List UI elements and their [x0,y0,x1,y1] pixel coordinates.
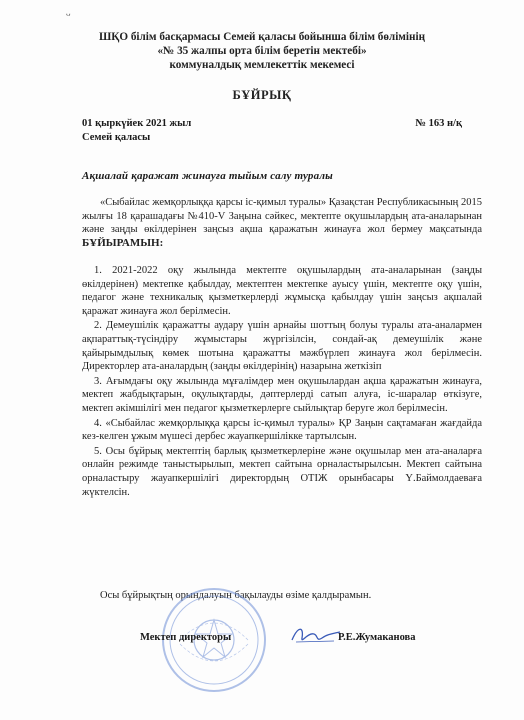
scan-mark: ᴗ [66,8,71,18]
header-line-1: ШҚО білім басқармасы Семей қаласы бойынша білім бөлімінің [98,31,426,43]
order-item: 4. «Сыбайлас жемқорлыққа қарсы іс-қимыл туралы» ҚР Заңын сақтамаған жағдайда кез-келген ұжым мүшесі дербес жауапкершілікке тартылсын. [82,417,482,443]
closing-paragraph: Осы бұйрықтың орындалуын бақылауды өзіме қалдырамын. [100,590,372,601]
intro-paragraph [82,196,482,250]
intro-emphasis: БҰЙЫРАМЫН: [82,236,164,249]
order-item: 2. Демеушілік қаражатты аудару үшін арнайы шоттың болуы туралы ата-аналармен ақпараттық-түсіндіру жұмыстары жүргізілсін, сондай-ақ демеушілік және қайырымдылық көмек шотына қаражатты мәжбүрлеп жинауға жол берілмесін. Директорлер ата-аналардың (заңды өкілдерінің) назарына жеткізіп [82,320,482,373]
document-header [0,30,524,72]
order-item: 3. Ағымдағы оқу жылында мұғалімдер мен оқушылардан ақша қаражатын жинауға, мектеп жабдықтарын, оқулықтарды, дәптерлерді сатып алуға, іс-шаралар өткізуге, мектеп әкімшілігі мен педагог қызметкерлерге сыйлықтар беруге жол берілмесін. [82,375,482,414]
order-date: 01 қыркүйек 2021 жыл [82,118,192,129]
order-items [82,264,482,500]
intro-text: «Сыбайлас жемқорлыққа қарсы іс-қимыл туралы» Қазақстан Республикасының 2015 жылғы 18 қарашадағы №410-V Заңына сәйкес, мектепте оқушылардың ата-аналарынан және заңды өкілдерінен заңсыз ақша қаражатын жинауға жол бермеу мақсатында [82,197,482,236]
handwritten-signature [288,622,344,648]
order-item: 5. Осы бұйрық мектептің барлық қызметкерлеріне және оқушылар мен ата-аналарға онлайн режимде таныстырылып, мектеп сайтына орналастырылсын. Мектеп сайтына орналастыру жауапкершілігі директордың ОТІЖ орынбасары Ү.Баймолдаеваға жүктелсін. [82,445,482,498]
order-number: № 163 н/қ [415,118,462,129]
header-line-3: коммуналдық мемлекеттік мекемесі [169,59,355,71]
order-subject: Ақшалай қаражат жинауға тыйым салу туралы [82,170,333,182]
signature-role: Мектеп директоры [140,632,232,643]
document-title: БҰЙРЫҚ [232,88,292,102]
header-line-2: «№ 35 жалпы орта білім беретін мектебі» [157,45,367,57]
signature-name: Р.Е.Жумаканова [338,632,416,643]
order-city: Семей қаласы [82,132,151,143]
order-item: 1. 2021-2022 оқу жылында мектепте оқушылардың ата-аналарынан (заңды өкілдерінен) мектепке қабылдау, мектептен мектепке ауысу үшін, мектепте оқу үшін, педагог және техникалық қызметкерлерді жұмысқа қабылдау үшін заңсыз ақшалай қаражат жинауға жол берілмесін. [82,265,482,317]
